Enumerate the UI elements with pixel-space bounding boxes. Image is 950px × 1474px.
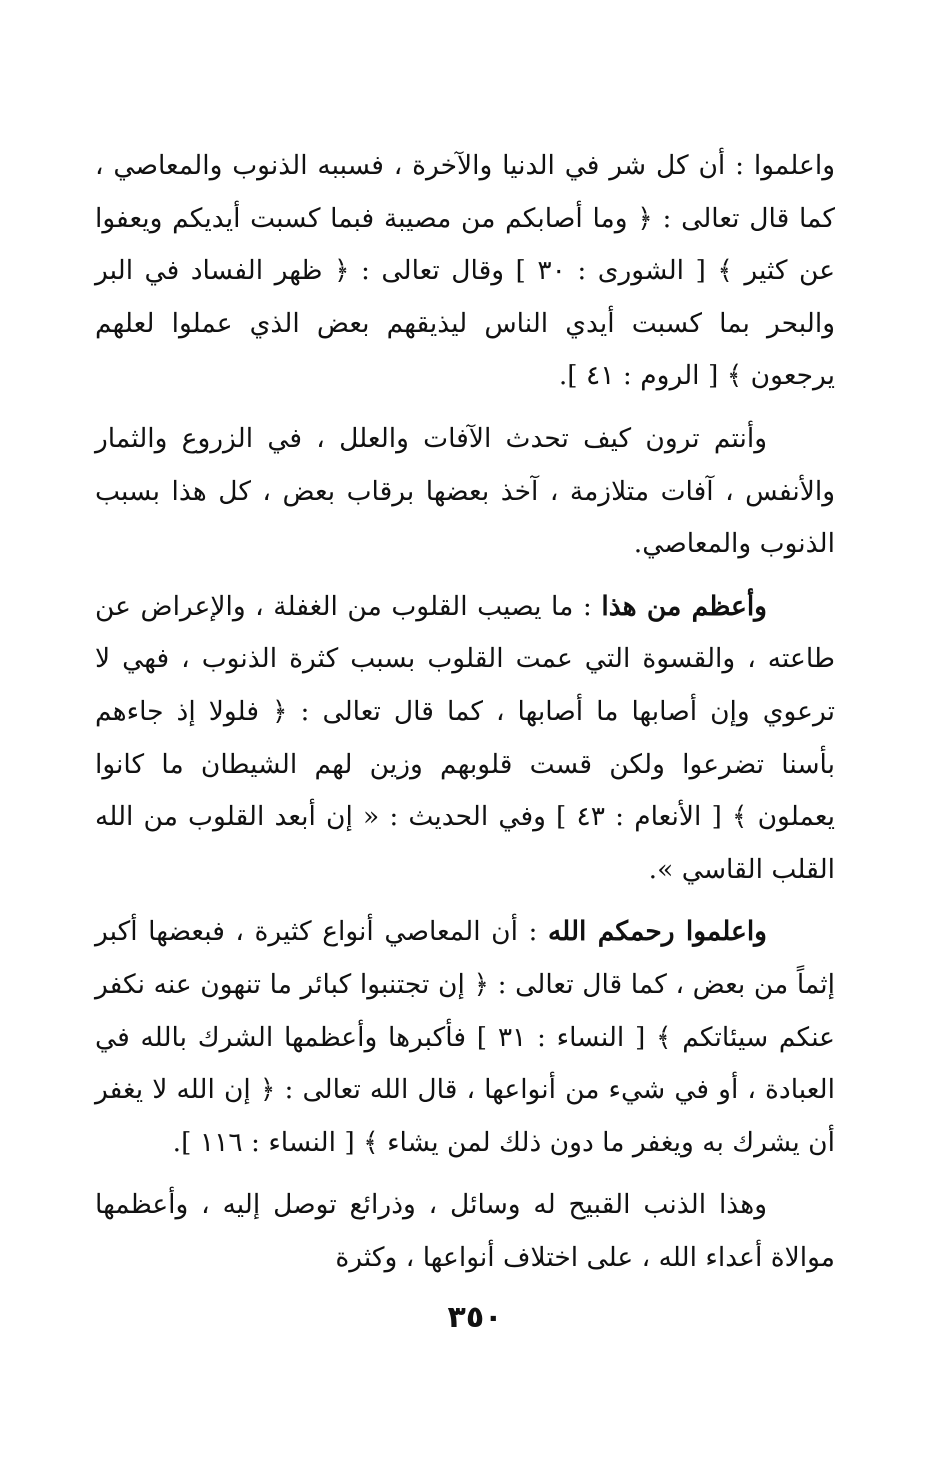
paragraph-4 — [95, 906, 835, 1169]
paragraph-4-text: : أن المعاصي أنواع كثيرة ، فبعضها أكبر إثماً من بعض ، كما قال تعالى : ﴿ إن تجتنبوا كبائر ما تنهون عنه نكفر عنكم سيئاتكم ﴾ [ النساء : ٣١ ] فأكبرها وأعظمها الشرك بالله في العبادة ، أو في شيء من أنواعها ، قال الله تعالى : ﴿ إن الله لا يغفر أن يشرك به ويغفر ما دون ذلك لمن يشاء ﴾ [ النساء : ١١٦ ]. — [95, 916, 835, 1158]
paragraph-2 — [95, 413, 835, 571]
paragraph-1-text: واعلموا : أن كل شر في الدنيا والآخرة ، فسببه الذنوب والمعاصي ، كما قال تعالى : ﴿ وما أصابكم من مصيبة فبما كسبت أيديكم ويعفوا عن كثير ﴾ [ الشورى : ٣٠ ] وقال تعالى : ﴿ ظهر الفساد في البر والبحر بما كسبت أيدي الناس ليذيقهم بعض الذي عملوا لعلهم يرجعون ﴾ [ الروم : ٤١ ]. — [95, 150, 836, 392]
paragraph-4-lead: واعلموا رحمكم الله — [547, 916, 767, 948]
paragraph-5 — [95, 1179, 835, 1284]
paragraph-5-text: وهذا الذنب القبيح له وسائل ، وذرائع توصل إليه ، وأعظمها موالاة أعداء الله ، على اختلاف أنواعها ، وكثرة — [95, 1189, 835, 1273]
paragraph-3-text: : ما يصيب القلوب من الغفلة ، والإعراض عن طاعته ، والقسوة التي عمت القلوب بسبب كثرة الذنوب ، فهي لا ترعوي وإن أصابها ما أصابها ، كما قال تعالى : ﴿ فلولا إذ جاءهم بأسنا تضرعوا ولكن قست قلوبهم وزين لهم الشيطان ما كانوا يعملون ﴾ [ الأنعام : ٤٣ ] وفي الحديث : « إن أبعد القلوب من الله القلب القاسي ». — [95, 590, 835, 885]
paragraph-1 — [95, 140, 835, 403]
page-number: ٣٥٠ — [447, 1300, 503, 1335]
paragraph-2-text: وأنتم ترون كيف تحدث الآفات والعلل ، في الزروع والثمار والأنفس ، آفات متلازمة ، آخذ بعضها برقاب بعض ، كل هذا بسبب الذنوب والمعاصي. — [95, 422, 835, 560]
paragraph-3 — [95, 581, 835, 897]
paragraph-3-lead: وأعظم من هذا — [601, 590, 767, 622]
page-body — [95, 140, 835, 1294]
